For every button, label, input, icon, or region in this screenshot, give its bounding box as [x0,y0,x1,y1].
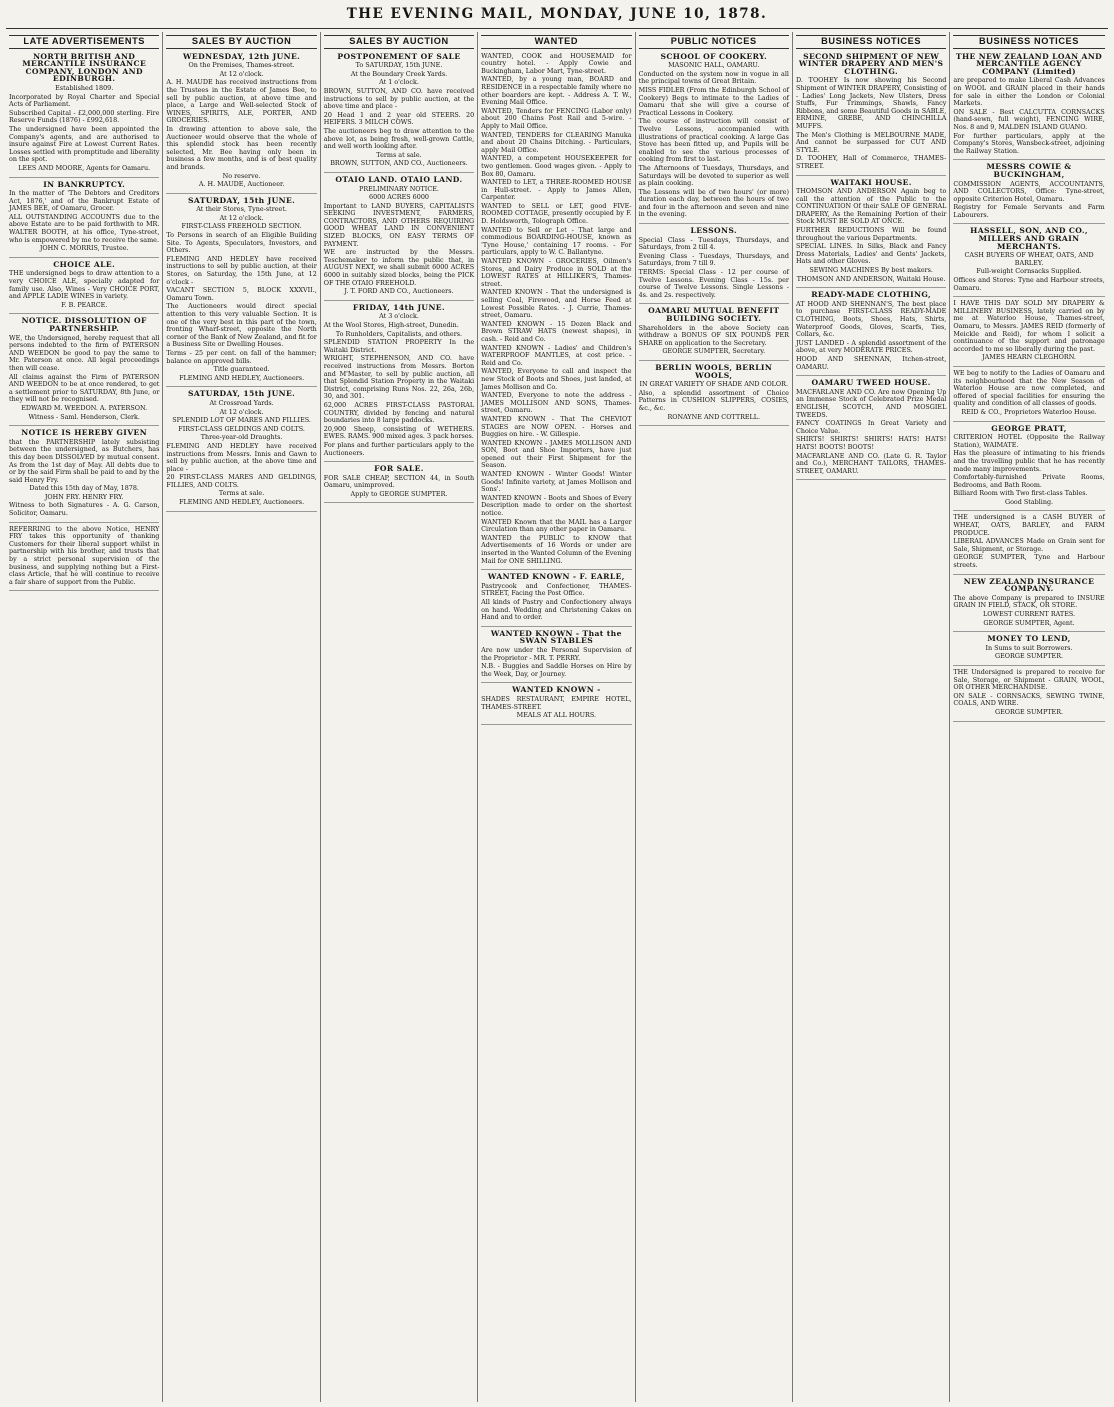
ad-line: GEORGE SUMPTER. [995,707,1064,716]
column-5 [636,32,793,1402]
ad-line: WE are instructed by the Messrs. Teschemaker to inform the public that, in AUGUST NEXT, we shall submit 6000 ACRES 6000 in suitably sized blocks, being the PICK OF THE OTAIO FREEHOLD. [323,248,475,287]
masthead: THE EVENING MAIL, MONDAY, JUNE 10, 1878. [346,6,768,22]
ad-line: At 3 o'clock. [379,312,419,321]
advertisement [639,53,789,224]
ad-line: FIRST-CLASS FREEHOLD SECTION. [181,222,302,231]
ad-line: WANTED KNOWN - That the undersigned is selling Coal, Firewood, and Horse Feed at Lowest Possible Rates. - J. Currie, Thames-street, Oamaru. [481,288,632,320]
ad-line: THE Undersigned is prepared to receive for Sale, Storage, or Shipment - GRAIN, WOOL, OR OTHER MERCHANDISE. [953,667,1105,692]
ad-line: SHIRTS! SHIRTS! SHIRTS! HATS! HATS! HATS! BOOTS! BOOTS! [795,435,947,451]
advertisement [953,669,1104,722]
ad-line: Subscribed Capital - £2,000,000 sterling. Fire Reserve Funds (1876) - £992,618. [9,108,160,125]
column-2 [163,32,320,1402]
advertisement [953,635,1104,666]
ad-title: OAMARU MUTUAL BENEFIT BUILDING SOCIETY. [648,306,780,323]
ad-line: To SATURDAY, 15th JUNE. [355,61,443,70]
column-7 [950,32,1107,1402]
ad-line: The above Company is prepared to INSURE GRAIN IN FIELD, STACK, OR STORE. [953,593,1105,610]
ad-line: FIRST-CLASS GELDINGS AND COLTS. [178,424,305,433]
ad-line: HOOD AND SHENNAN, Itchen-street, OAMARU. [795,354,947,371]
ad-line: VACANT SECTION 5, BLOCK XXXVII., Oamaru Town. [166,286,317,302]
ad-line: WANTED to LET, a THREE-ROOMED HOUSE in Hull-street. - Apply to James Allen, Carpenter. [481,178,632,202]
column-header: BUSINESS NOTICES [953,35,1104,49]
ad-line: 62,000 ACRES FIRST-CLASS PASTORAL COUNTRY, divided by fencing and natural boundaries into 8 large paddocks. [323,400,475,425]
ad-title: MONEY TO LEND, [987,634,1071,644]
ad-line: EDWARD M. WEEDON. A. PATERSON. [21,403,148,412]
ad-line: WANTED KNOWN - 15 Dozen Black and Brown STRAW HATS (newest shapes), in cash. - Reid and Co. [481,319,632,343]
ad-title: HASSELL, SON, AND CO., MILLERS AND GRAIN MERCHANTS. [970,226,1088,251]
ad-title: LESSONS. [690,226,738,236]
ad-line: WANTED the PUBLIC to KNOW that Advertisements of 16 Words or under are inserted in the Wanted Column of the Evening Mail for ONE SHILLING. [481,533,632,565]
ad-line: WANTED KNOWN - That The CHEVIOT STAGES are NOW OPEN. - Horses and Buggies on hire. - W. Gillespie. [481,414,632,439]
ad-line: F. B. PEARCE. [61,300,108,309]
ad-title: BERLIN WOOLS, BERLIN WOOLS, [655,362,773,380]
ad-line: Witness to both Signatures - A. G. Carson, Solicitor, Oamaru. [9,501,160,518]
ad-line: WANTED, Everyone to call and inspect the new Stock of Boots and Shoes, just landed, at James Mollison and Co. [481,367,632,391]
ad-line: GEORGE SUMPTER. [995,652,1064,661]
ad-line: are prepared to make Liberal Cash Advances on WOOL and GRAIN placed in their hands for sale in either the London or Colonial Markets. [953,76,1105,108]
ad-line: FLEMING AND HEDLEY have received instructions from Messrs. Innis and Gawn to sell by public auction, at the above time and place - [166,441,317,473]
ad-line: To Runholders, Capitalists, and others. [335,329,463,338]
ad-line: At the Boundary Creek Yards. [350,69,448,78]
ad-line: FOR SALE CHEAP, SECTION 44, in South Oamaru, unimproved. [323,473,475,490]
ad-line: SPLENDID LOT OF MARES AND FILLIES. [172,416,311,425]
ad-line: Good Stabling. [1004,497,1054,506]
ad-line: 20 FIRST-CLASS MARES AND GELDINGS, FILLIES, AND COLTS. [166,473,317,489]
ad-line: Terms at sale. [218,489,265,498]
ad-line: FLEMING AND HEDLEY, Auctioneers. [179,373,305,382]
ad-line: WANTED to Sell or Let - That large and commodious BOARDING-HOUSE, known as 'Tyne House,' containing 17 rooms. - For particulars, apply to W. C. Ballantyne. [481,225,632,257]
ad-line: Apply to GEORGE SUMPTER. [350,489,448,498]
ad-line: Terms at sale. [376,150,422,159]
advertisement [324,53,474,173]
column-header: SALES BY AUCTION [166,35,316,49]
column-4 [478,32,635,1402]
ad-line: JOHN C. MORRIS, Trustee. [39,244,129,253]
ad-title: WEDNESDAY, 12th JUNE. [183,51,301,61]
ad-line: LEES AND MOORE, Agents for Oamaru. [18,163,151,172]
ad-title: FOR SALE. [374,464,424,474]
ad-line: REFERRING to the above Notice, HENRY FRY takes this opportunity of thanking Customers for their liberal support whilst in partnership with his brother, and trusts that by a strict personal supervision of the business, and supplying nothing but a First-class Article, that he will continue to receive a fair share of support from the Public. [9,524,160,586]
ad-line: Established 1809. [55,83,114,92]
advertisement [953,578,1104,633]
ad-line: At 12 o'clock. [219,213,264,222]
column-header: BUSINESS NOTICES [796,35,946,49]
ad-title: IN BANKRUPTCY. [43,179,126,189]
ad-title: NOTICE IS HEREBY GIVEN [21,428,148,438]
advertisement [9,526,159,592]
ad-title: GEORGE PRATT, [991,423,1067,433]
ad-line: No reserve. [222,171,261,180]
ad-line: WANTED KNOWN - Ladies' and Children's WATERPROOF MANTLES, at cost price. - Reid and Co. [481,343,632,367]
ad-line: WANTED KNOWN - Winter Goods! Winter Goods! Infinite variety, at James Mollison and Sons'. [481,470,632,494]
ad-title: SECOND SHIPMENT OF NEW WINTER DRAPERY AND MEN'S CLOTHING. [798,51,944,76]
advertisement [324,465,474,503]
ad-title: OAMARU TWEED HOUSE. [811,378,931,388]
ad-title: SATURDAY, 15th JUNE. [187,195,296,205]
columns-container [6,32,1108,1402]
ad-line: ON SALE - Best CALCUTTA CORNSACKS (hand-sewn, full weight), FENCING WIRE, Nos. 8 and 9, MALDEN ISLAND GUANO. [953,107,1105,131]
ad-line: WANTED, a competent HOUSEKEEPER for two gentlemen. Good wages given. - Apply to Box 80, Oamaru. [481,154,632,178]
ad-line: The Auctioneers would direct special attention to this very valuable Section. It is one of the very best in this part of the town, fronting Wharf-street, opposite the North corner of the Bank of New Zealand, and fit for a Business Site or Dwelling Houses. [166,302,317,349]
ad-line: THE undersigned begs to draw attention to a very CHOICE ALE, specially adapted for family use. Also, Wines - Very CHOICE PORT, and APPLE LADIE WINES in variety. [9,269,160,301]
ad-line: At 12 o'clock. [219,69,264,78]
advertisement [953,53,1104,161]
ad-line: WANTED, Everyone to note the address - JAMES MOLLISON AND SONS, Thames-street, Oamaru. [481,391,632,415]
ad-line: Has the pleasure of intimating to his friends and the travelling public that he has recently made many improvements. [953,449,1105,473]
ad-line: THE undersigned is a CASH BUYER of WHEAT, OATS, BARLEY, and FARM PRODUCE. [953,513,1105,537]
ad-line: Comfortably-furnished Private Rooms, Bedrooms, and Bath Room. [953,473,1105,489]
ad-line: JAMES HEARN CLEGHORN. [982,353,1076,362]
ad-line: Conducted on the system now in vogue in all the principal towns of Great Britain. [638,69,789,86]
ad-line: Pastrycook and Confectioner, THAMES-STREET, Facing the Post Office. [481,581,632,598]
ad-line: ALL OUTSTANDING ACCOUNTS due to the above Estate are to be paid forthwith to MR. WALTER BOOTH, at his office, Tyne-street, who is empowered by me to receive the same. [9,212,160,244]
ad-line: TERMS: Special Class - 12 per course of Twelve Lessons. Evening Class - 15s. per course of Twelve Lessons. Single Lessons - 4s. and 2s. respectively. [638,268,789,299]
advertisement [953,163,1104,224]
column-header: WANTED [481,35,631,49]
ad-line: WANTED KNOWN - GROCERIES, Oilmen's Stores, and Dairy Produce in SOLD at the LOWEST RATES at HILLIKER'S, Thames-street. [481,257,632,288]
ad-line: WANTED, COOK and HOUSEMAID for country hotel. - Apply Cowie and Buckingham, Labor Mart, Tyne-street. [481,51,632,75]
ad-title: SCHOOL OF COOKERY. [660,51,768,61]
ad-line: GEORGE SUMPTER, Agent. [983,618,1075,627]
advertisement [166,53,316,194]
ad-line: In drawing attention to above sale, the Auctioneer would observe that the whole of this splendid stock has been recently selected, Mr. Bee having only been in business a few months, and is of best quality and brands. [166,124,317,171]
ad-line: SEWING MACHINES By best makers. [809,266,933,275]
ad-line: MASONIC HALL, OAMARU. [668,61,760,70]
ad-line: MEALS AT ALL HOURS. [516,711,597,720]
ad-line: Full-weight Cornsacks Supplied. [976,267,1082,276]
ad-title: READY-MADE CLOTHING, [811,290,932,300]
ad-line: AT HOOD AND SHENNAN'S, The best place to purchase FIRST-CLASS READY-MADE CLOTHING, Boots, Shoes, Hats, Shirts, Waterproof Goods, Gloves, Scarfs, Ties, Collars, &c. [795,299,947,339]
ad-line: D. TOOHEY, Hall of Commerce, THAMES-STREET. [795,154,947,170]
ad-line: JOHN FRY. HENRY FRY. [44,492,124,501]
ad-title: FRIDAY, 14th JUNE. [352,302,446,312]
ad-line: Also, a splendid assortment of Choice Patterns in CUSHION SLIPPERS, COSIES, &c., &c. [638,388,789,412]
advertisement [9,53,159,178]
ad-title: NOTICE. DISSOLUTION OF PARTNERSHIP. [21,316,147,333]
advertisement [639,307,789,361]
ad-line: Incorporated by Royal Charter and Special Acts of Parliament. [9,92,160,109]
masthead-rule [6,28,1108,29]
ad-line: On the Premises, Thames-street. [188,61,295,70]
ad-line: 6000 ACRES 6000 [369,193,429,202]
ad-line: REID & CO., Proprietors Waterloo House. [961,407,1097,416]
advertisement [953,370,1104,422]
ad-title: OTAIO LAND. OTAIO LAND. [335,174,463,184]
ad-line: SPLENDID STATION PROPERTY In the Waitaki District. [323,338,475,354]
ad-line: WE beg to notify to the Ladies of Oamaru and its neighbourhood that the New Season of Waterloo House are now completed, and offered of special facilities for ensuring the quality and condition of all classes of goods. [953,368,1105,408]
ad-line: At 12 o'clock. [219,407,264,416]
ad-line: CASH BUYERS OF WHEAT, OATS, AND BARLEY. [964,251,1094,267]
ad-line: At the Wool Stores, High-street, Dunedin. [323,321,459,329]
ad-line: In Sums to suit Borrowers. [985,643,1073,652]
ad-line: THOMSON AND ANDERSON, Waitaki House. [796,274,946,283]
ad-line: The Afternoons of Tuesdays, Thursdays, and Saturdays will be devoted to superior as well as plain cooking. [638,163,789,188]
ad-line: A. H. MAUDE has received instructions from the Trustees in the Estate of James Bee, to sell by public auction, at above time and place, a Large and Well-selected Stock of WINES, SPIRITS, ALE, PORTER, AND GROCERIES. [166,78,317,125]
ad-line: D. TOOHEY Is now showing his Second Shipment of WINTER DRAPERY, Consisting of - Ladies' Long Jackets, New Ulsters, Dress Stuffs, Fur Trimmings, Shawls, Fancy Ribbons, and some Beautiful Goods in SABLE, ERMINE, GREBE, AND CHINCHILLA MUFFS. [795,76,947,130]
advertisement [796,291,946,376]
ad-title: WANTED KNOWN - That the SWAN STABLES [490,628,622,646]
ad-line: N.B. - Buggies and Saddle Horses on Hire by the Week, Day, or Journey. [481,662,632,678]
ad-title: WANTED KNOWN - [512,685,601,695]
ad-line: All kinds of Pastry and Confectionery always on hand. Wedding and Christening Cakes on Hand and to order. [481,597,632,622]
ad-line: For further particulars, apply at the Company's Stores, Wansbeck-street, adjoining the Railway Station. [953,131,1105,155]
column-header: PUBLIC NOTICES [639,35,789,49]
advertisement [9,181,159,258]
ad-line: FURTHER REDUCTIONS Will be found throughout the various Departments. [795,226,947,242]
ad-line: Billiard Room with Two first-class Tables. [953,489,1088,498]
ad-line: The Lessons will be of two hours' (or more) duration each day, between the hours of two and four in the afternoon and seven and nine in the evening. [638,187,789,219]
ad-line: MACFARLANE AND CO. (Late G. R. Taylor and Co.), MERCHANT TAILORS, THAMES-STREET, OAMARU. [795,451,947,475]
column-3 [321,32,478,1402]
advertisement [166,390,316,511]
ad-line: At 1 o'clock. [379,78,419,87]
ad-line: Important to LAND BUYERS, CAPITALISTS SEEKING INVESTMENT, FARMERS, CONTRACTORS, AND OTHERS REQUIRING GOOD WHEAT LAND IN CONVENIENT SIZED BLOCKS, ON EASY TERMS OF PAYMENT. [323,201,475,248]
advertisement [796,379,946,480]
ad-line: Title guaranteed. [213,365,270,374]
ad-line: Terms - 25 per cent. on fall of the hammer; balance on approved bills. [166,348,317,365]
ad-line: RONAYNE AND COTTRELL. [667,412,761,421]
ad-line: WE, the Undersigned, hereby request that all persons indebted to the firm of PATERSON AND WEEDON be good to pay the same to Mr. Paterson at once. All legal proceedings then will cease. [9,333,160,372]
ad-title: NEW ZEALAND INSURANCE COMPANY. [963,576,1095,594]
ad-line: SHADES RESTAURANT, EMPIRE HOTEL, THAMES-STREET. [481,694,632,711]
ad-line: The undersigned have been appointed the Company's agents, and are authorised to insure against Fire at Lowest Current Rates. Losses settled with promptitude and liberality on the spot. [9,124,160,164]
ad-line: PRELIMINARY NOTICE. [359,184,439,193]
ad-line: For plans and further particulars apply to the Auctioneers. [323,440,475,457]
advertisement [481,686,631,724]
ad-line: FLEMING AND HEDLEY have received instructions to sell by public auction, at their Stores, on Saturday, the 15th June, at 12 o'clock - [166,254,317,286]
ad-line: The auctioneers beg to draw attention to the above lot, as being fresh, well-grown Cattle, and well worth looking after. [323,126,475,151]
ad-line: LIBERAL ADVANCES Made on Grain sent for Sale, Shipment, or Storage. [953,537,1105,553]
ad-line: Dated this 15th day of May, 1878. [29,484,139,493]
advertisement [639,227,789,304]
advertisement [9,317,159,426]
ad-line: WANTED to SELL or LET, good FIVE-ROOMED COTTAGE, presently occupied by F. D. Holdsworth, Tolograph Office. [481,201,632,226]
advertisement [639,364,789,426]
ad-line: Offices and Stores: Tyne and Harbour streets, Oamaru. [953,276,1105,292]
ad-line: Registry for Female Servants and Farm Labourers. [953,203,1105,219]
ad-title: POSTPONEMENT OF SALE [337,51,461,61]
advertisement [166,197,316,388]
ad-line: BROWN, SUTTON, AND CO., Auctioneers. [330,159,468,168]
ad-line: MACFARLANE AND CO. Are now Opening Up an Immense Stock of Celebrated Prize Medal ENGLISH, SCOTCH, AND MOSGIEL TWEEDS. [795,387,947,419]
advertisement [481,53,631,571]
advertisement [481,573,631,627]
advertisement [796,179,946,289]
ad-line: JUST LANDED - A splendid assortment of the above, at very MODERATE PRICES. [795,338,947,355]
ad-line: To Persons in search of an Eligible Building Site. To Agents, Speculators, Investors, and Others. [166,231,317,255]
ad-line: WRIGHT, STEPHENSON, AND CO. have received instructions from Messrs. Borton and M'Master, to sell by public auction, all that Splendid Station Property in the Waitaki District, comprising Runs Nos. 22, 26a, 26b, 30, and 301. [323,354,475,401]
ad-line: IN GREAT VARIETY OF SHADE AND COLOR. [639,380,789,389]
ad-line: WANTED KNOWN - Boots and Shoes of Every Description made to order on the shortest notice. [481,493,632,518]
ad-line: WANTED, TENDERS for CLEARING Manuka and about 20 Chains Ditching. - Particulars, apply Mail Office. [481,130,632,154]
ad-line: LOWEST CURRENT RATES. [983,610,1076,618]
ad-line: WANTED, Tenders for FENCING (Labor only) about 200 Chains Post Rail and 5-wire. - Apply to Mail Office. [481,106,632,130]
advertisement [796,53,946,176]
ad-title: MESSRS COWIE & BUCKINGHAM, [986,162,1072,179]
ad-line: ON SALE - CORNSACKS, SEWING TWINE, COALS, AND WIRE. [953,691,1105,708]
ad-line: WANTED Known that the MAIL has a Larger Circulation than any other paper in Oamaru. [481,517,632,534]
column-6 [793,32,950,1402]
ad-line: 20 Head 1 and 2 year old STEERS. 20 HEIFERS. 3 MILCH COWS. [323,110,475,127]
ad-line: I HAVE THIS DAY SOLD MY DRAPERY & MILLINERY BUSINESS, lately carried on by me at Waterloo House, Thames-street, Oamaru, to Messrs. JAMES REID (formerly of Meickle and Reid), for whom I solicit a continuance of the support and patronage accorded to me so liberally during the past. [953,299,1105,353]
ad-line: MISS FIDLER (From the Edinburgh School of Cookery) Begs to intimate to the Ladies of Oamaru that she will give a course of Practical Lessons in Cookery. [638,85,789,117]
ad-line: All claims against the Firm of PATERSON AND WEEDON to be at once rendered, to get a settlement prior to SATURDAY, 8th June, or they will not be recognised. [9,372,160,404]
advertisement [481,630,631,684]
column-header: LATE ADVERTISEMENTS [9,35,159,49]
ad-title: WANTED KNOWN - F. EARLE, [487,572,625,582]
ad-title: CHOICE ALE. [53,259,116,269]
ad-line: BROWN, SUTTON, AND CO. have received instructions to sell by public auction, at the above time and place - [323,86,475,111]
ad-line: At Crossroad Yards. [209,398,274,407]
ad-line: A. H. MAUDE, Auctioneer. [198,180,285,189]
ad-line: The course of instruction will consist of Twelve Lessons, accompanied with illustrations of practical cooking. A large Gas Stove has been fitted up, and Pupils will be enabled to see the various processes of cooking from first to last. [638,117,789,164]
ad-line: WANTED, by a young man, BOARD and RESIDENCE in a respectable family where no other boarders are kept. - Address A. T. W., Evening Mail Office. [481,75,632,107]
ad-title: WAITAKI HOUSE. [830,177,912,187]
ad-line: WANTED KNOWN - JAMES MOLLISON AND SON, Boot and Shoe Importers, have just opened out their First Shipment for the Season. [481,438,632,470]
ad-line: 20,900 Sheep, consisting of WETHERS. EWES. RAMS. 900 mixed ages. 3 pack horses. [323,424,475,441]
advertisement [9,261,159,315]
ad-line: FANCY COATINGS In Great Variety and Choice Value. [795,419,947,435]
ad-line: The Men's Clothing is MELBOURNE MADE, And cannot be surpassed for CUT AND STYLE. [795,130,947,154]
advertisement [953,227,1104,297]
ad-line: Evening Class - Tuesdays, Thursdays, and Saturdays, from 7 till 9. [638,251,789,268]
ad-line: GEORGE SUMPTER, Secretary. [662,347,766,356]
ad-title: SATURDAY, 15th JUNE. [187,389,296,399]
ad-line: Witness - Saml. Henderson, Clerk. [28,412,140,421]
ad-line: Three-year-old Draughts. [200,433,283,442]
advertisement [324,304,474,462]
ad-line: that the PARTNERSHIP lately subsisting between the undersigned, as Butchers, has this day been DISSOLVED by mutual consent. As from the 1st day of May. All debts due to or by the said Firm shall be paid to and by the said Henry Fry. [9,437,160,484]
advertisement [953,300,1104,367]
column-1 [6,32,163,1402]
ad-title: NORTH BRITISH AND MERCANTILE INSURANCE COMPANY, LONDON AND EDINBURGH. [22,51,147,84]
ad-line: Are now under the Personal Supervision of the Proprietor - MR. T. PERRY. [481,645,632,662]
ad-line: SPECIAL LINES. In Silks, Black and Fancy Dress Materials, Ladies' and Gents' Jackets, Hats and other Gloves. [795,242,947,266]
ad-title: THE NEW ZEALAND LOAN AND MERCANTILE AGENCY COMPANY (Limited) [955,51,1103,76]
advertisement [9,429,159,523]
ad-line: At their Stores, Tyne-street. [196,205,287,214]
advertisement [953,514,1104,574]
ad-line: Special Class - Tuesdays, Thursdays, and Saturdays, from 2 till 4. [638,235,789,252]
ad-line: CRITERION HOTEL (Opposite the Railway Station), WAIMATE. [953,433,1105,449]
column-header: SALES BY AUCTION [324,35,474,49]
ad-line: THOMSON AND ANDERSON Again beg to call the attention of the Public to the CONTINUATION Of their SALE OF GENERAL DRAPERY, As the Remaining Portion of their Stock MUST BE SOLD AT ONCE. [795,187,947,226]
ad-line: FLEMING AND HEDLEY, Auctioneers. [179,498,305,507]
ad-line: J. T. FORD AND CO., Auctioneers. [344,287,454,296]
ad-line: Shareholders in the above Society can withdraw a BONUS OF SIX POUNDS PER SHARE on application to the Secretary. [638,323,789,347]
advertisement [324,176,474,301]
ad-line: In the matter of 'The Debtors and Creditors Act, 1876,' and of the Bankrupt Estate of JAMES BEE, of Oamaru, Grocer. [9,189,160,213]
ad-line: GEORGE SUMPTER, Tyne and Harbour streets. [953,553,1105,570]
advertisement [953,425,1104,512]
ad-line: COMMISSION AGENTS, ACCOUNTANTS, AND COLLECTORS, Office: Tyne-street, opposite Criterion Hotel, Oamaru. [953,179,1105,203]
